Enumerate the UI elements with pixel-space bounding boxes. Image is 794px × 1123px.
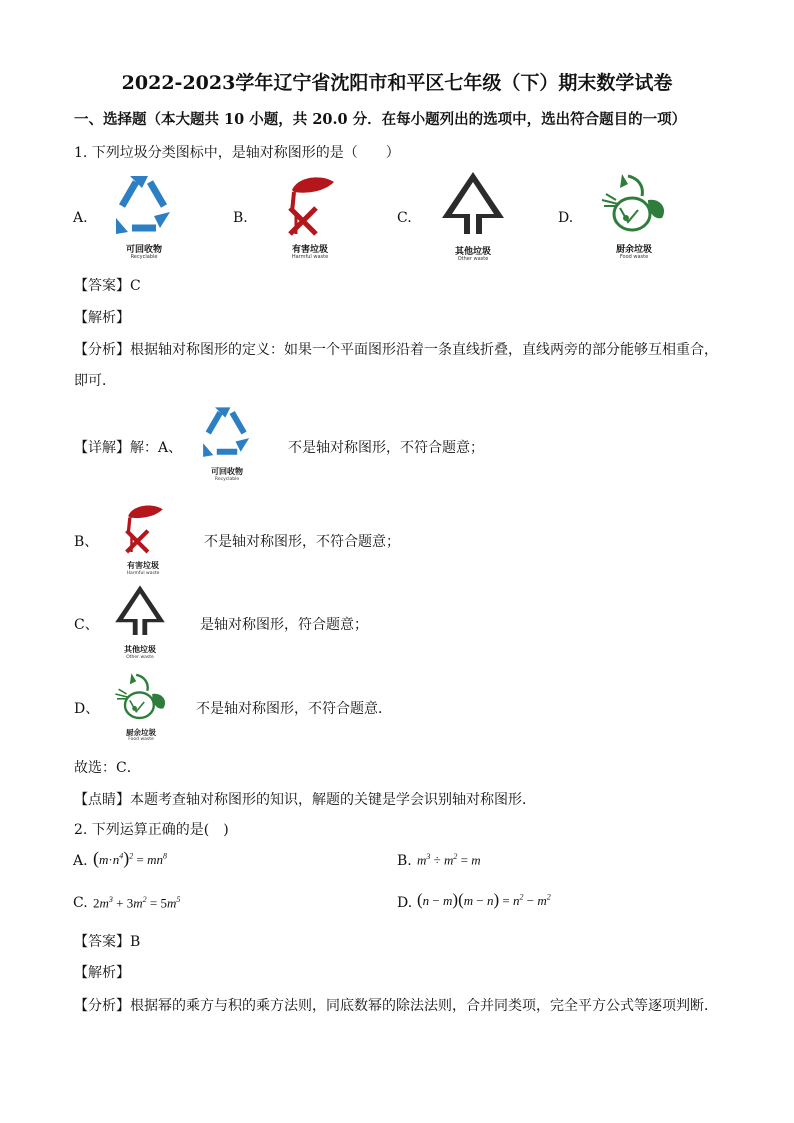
other-waste-caption: 其他垃圾 <box>454 247 491 257</box>
q1-detail-b: 不是轴对称图形，不符合题意； <box>204 534 400 550</box>
harmful-caption: 有害垃圾 <box>127 561 159 570</box>
q1-option-b-letter: B. <box>233 210 248 226</box>
q2-option-a-formula: $(m\cdot n^4)^2 = mn^8$ <box>93 848 167 868</box>
recyclable-caption: 可回收物 <box>125 245 162 255</box>
food-waste-caption-en: Food waste <box>128 737 154 742</box>
q1-detail-d: 不是轴对称图形，不符合题意． <box>196 701 392 717</box>
q1-detail-d-label: D、 <box>74 701 100 717</box>
recyclable-caption: 可回收物 <box>211 467 243 476</box>
food-waste-icon <box>112 670 170 748</box>
food-waste-caption: 厨余垃圾 <box>126 728 156 737</box>
q1-detail-c: 是轴对称图形，符合题意； <box>200 617 368 633</box>
other-waste-icon <box>438 168 508 264</box>
q2-option-b-formula: $m^3 \div m^2 = m$ <box>417 852 481 868</box>
recyclable-icon <box>196 404 258 484</box>
harmful-icon <box>282 172 338 264</box>
food-waste-icon <box>598 170 670 264</box>
q2-option-c-letter: C. <box>73 895 88 911</box>
q1-detail-a: 不是轴对称图形，不符合题意； <box>288 440 484 456</box>
other-waste-caption-en: Other waste <box>126 655 154 660</box>
q2-fenxi: 【分析】根据幂的乘方与积的乘方法则，同底数幂的除法法则，合并同类项，完全平方公式等逐项判断． <box>74 998 718 1014</box>
q1-choose: 故选：C． <box>74 760 141 776</box>
food-waste-caption: 厨余垃圾 <box>615 245 652 255</box>
recyclable-caption-en: Recyclable <box>214 477 240 482</box>
q2-stem: 2. 下列运算正确的是( ) <box>74 822 229 838</box>
q1-answer: 【答案】C <box>74 278 141 294</box>
harmful-caption: 有害垃圾 <box>291 245 328 255</box>
q1-detail-prefix: 【详解】解：A、 <box>74 440 183 456</box>
harmful-caption-en: Harmful waste <box>291 254 329 260</box>
q1-dianjing: 【点睛】本题考查轴对称图形的知识，解题的关键是学会识别轴对称图形． <box>74 792 536 808</box>
q1-stem: 1. 下列垃圾分类图标中，是轴对称图形的是（ ） <box>74 145 400 161</box>
page-title: 2022-2023学年辽宁省沈阳市和平区七年级（下）期末数学试卷 <box>121 72 673 94</box>
other-waste-icon <box>112 582 168 662</box>
q1-detail-c-label: C、 <box>74 617 99 633</box>
q2-option-b-letter: B. <box>397 853 412 869</box>
q1-option-a-letter: A. <box>73 210 88 226</box>
q2-option-a-letter: A. <box>73 853 88 869</box>
q2-option-d-formula: $(n - m)(m - n) = n^2 - m^2$ <box>417 890 551 909</box>
food-waste-caption-en: Food waste <box>619 254 649 260</box>
q2-option-d-letter: D. <box>397 895 413 911</box>
q2-analysis-label: 【解析】 <box>74 965 130 981</box>
other-waste-caption-en: Other waste <box>457 256 489 262</box>
section-heading: 一、选择题（本大题共 10 小题，共 20.0 分．在每小题列出的选项中，选出符合题目的一项） <box>74 111 687 128</box>
q2-option-c-formula: $2m^3 + 3m^2 = 5m^5$ <box>93 895 181 911</box>
q1-option-c-letter: C. <box>397 210 412 226</box>
recyclable-icon <box>108 172 180 264</box>
q1-option-d-letter: D. <box>558 210 574 226</box>
q1-fenxi-line2: 即可． <box>74 373 116 389</box>
q1-detail-b-label: B、 <box>74 534 99 550</box>
harmful-caption-en: Harmful waste <box>126 571 160 576</box>
q1-fenxi-line1: 【分析】根据轴对称图形的定义：如果一个平面图形沿着一条直线折叠，直线两旁的部分能够互相重合， <box>74 342 718 358</box>
other-waste-caption: 其他垃圾 <box>124 645 156 654</box>
recyclable-caption-en: Recyclable <box>130 254 158 260</box>
harmful-icon <box>120 500 166 580</box>
q2-answer: 【答案】B <box>74 934 141 950</box>
q1-analysis-label: 【解析】 <box>74 310 130 326</box>
